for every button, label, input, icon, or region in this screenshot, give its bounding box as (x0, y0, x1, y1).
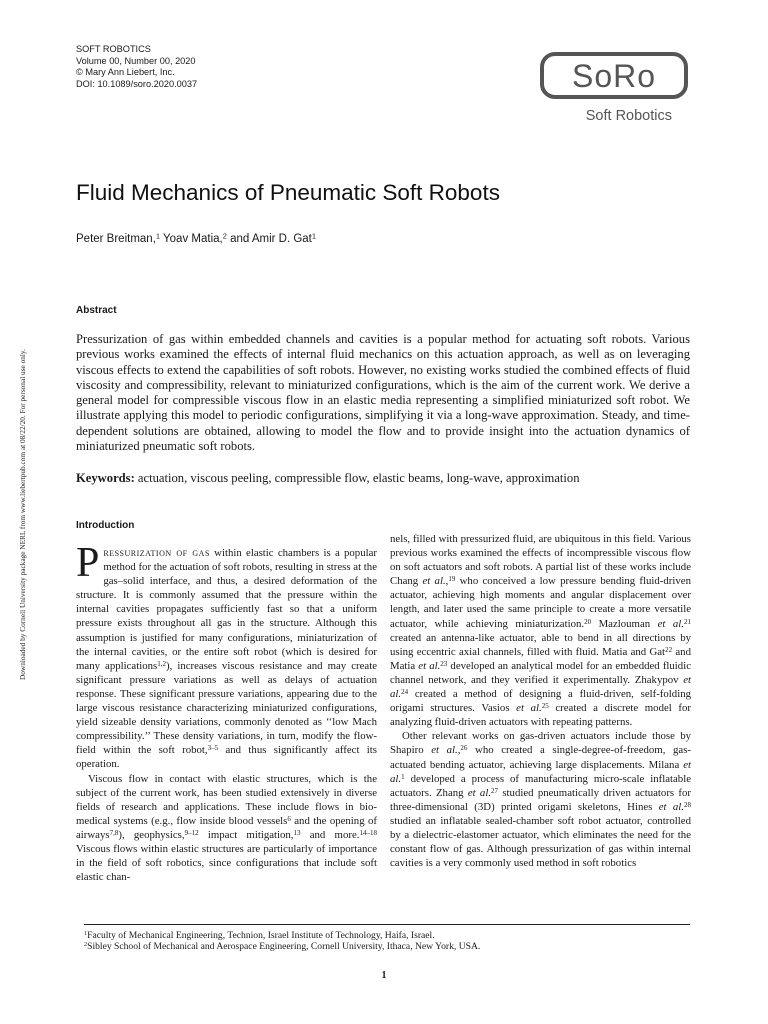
author-name: Peter Breitman, (76, 233, 156, 245)
citation: 1 (401, 772, 405, 781)
et-al: et al. (658, 800, 684, 813)
citation: 7,8 (109, 828, 119, 837)
citation: 6 (287, 814, 291, 823)
footnote-divider (84, 924, 690, 925)
paragraph (390, 729, 691, 870)
text-run: developed a process of manufacturing micro-scale inflatable actuators. Zhang (390, 772, 691, 799)
citation: 20 (584, 617, 592, 626)
text-run: impact mitigation, (198, 828, 294, 841)
text-run: studied an inflatable sealed-chamber soft robot actuator, controlled by a dielectric-elastomer actuator, which eliminates the need for the constant flow of gas. Although pressurization of gas within internal cavities is a very commonly used method in soft robotics (390, 814, 691, 870)
affiliation-mark: 1 (311, 231, 317, 241)
journal-info (76, 44, 197, 90)
lead-in: ressurization of gas (103, 547, 210, 559)
footnote-mark: 2 (84, 941, 88, 949)
journal-doi: DOI: 10.1089/soro.2020.0037 (76, 78, 198, 89)
left-column (76, 540, 377, 884)
citation: 25 (541, 701, 549, 710)
citation: 13 (293, 828, 301, 837)
text-run: and more. (300, 828, 360, 841)
citation: 28 (683, 800, 691, 809)
download-notice (6, 300, 27, 700)
footnote (84, 941, 480, 952)
paragraph (76, 540, 377, 772)
affiliation-mark: 2 (222, 231, 227, 241)
citation: 3–5 (207, 744, 219, 753)
text-run: Other relevant works on gas-driven actuators include those by Shapiro (390, 730, 691, 757)
citation: 23 (440, 659, 448, 668)
download-notice-text: Downloaded by Cornell University package NERL from www.liebertpub.com at 08/22/20. For personal use only. (18, 349, 27, 680)
text-run: who conceived a low pressure bending fluid-driven actuator, achieving high moments and angular displacement over length, and later used the same principle to create a more versatile actuator, while achieving miniaturization. (390, 575, 691, 630)
keywords-label: Keywords: (76, 471, 135, 485)
text-run: , (445, 575, 449, 588)
text-run: Mazlouman (591, 617, 658, 630)
author-list (76, 233, 316, 245)
et-al: et al. (516, 702, 542, 715)
text-run: nels, filled with pressurized fluid, are ubiquitous in this field. Various previous works examined the effects of incompressible viscous flow on soft actuators and soft robots. A partial list of these works include Chang (390, 533, 691, 588)
text-run: created a method of designing a fluid-driven, self-folding origami structures. Vasios (390, 688, 691, 715)
text-run: , (457, 744, 461, 757)
citation: 26 (460, 744, 468, 753)
et-al: et al. (418, 659, 441, 672)
text-run: and Matia (390, 645, 691, 672)
footnote-text: Faculty of Mechanical Engineering, Technion, Israel Institute of Technology, Haifa, Israel. (87, 930, 435, 941)
footnote-mark: 1 (84, 930, 88, 938)
introduction-heading: Introduction (76, 520, 135, 531)
text-run: and the opening of airways (76, 814, 377, 841)
footnote-text: Sibley School of Mechanical and Aerospace Engineering, Cornell University, Ithaca, New York, USA. (87, 941, 481, 953)
keywords (76, 471, 690, 486)
journal-name: SOFT ROBOTICS (76, 44, 151, 54)
soro-logo (540, 52, 688, 99)
paper-title: Fluid Mechanics of Pneumatic Soft Robots (76, 180, 500, 205)
et-al: et al. (390, 758, 691, 785)
text-run: studied pneumatically driven actuators for three-dimensional (3D) printed origami skeletons, Hines (390, 786, 691, 813)
text-run: and thus significantly affect its operation. (76, 744, 377, 771)
et-al: et al. (422, 575, 446, 588)
author-name: and Amir D. Gat (226, 233, 312, 245)
text-run: developed an analytical model for an embedded fluidic channel network, and they verified it experimentally. Zhakypov (390, 659, 691, 686)
drop-cap: P (76, 540, 100, 586)
citation: 1,2 (157, 659, 166, 668)
journal-copyright: © Mary Ann Liebert, Inc. (76, 67, 175, 77)
text-run: ), geophysics, (118, 828, 185, 841)
text-run: within elastic chambers is a popular method for the actuation of soft robots, resulting in stress at the gas–solid interface, and thus, a desired deformation of the structure. It is commonly assumed that the pressure within the internal cavities propagates sufficiently fast so that a uniform pressure exists throughout all gas in the structure. Although this assumption is justified for many configurations, miniaturization of the internal cavities, or the entire soft robot (which is desired for many applications (76, 547, 377, 672)
paragraph (390, 532, 691, 729)
citation: 22 (665, 645, 673, 654)
footnotes (84, 930, 480, 953)
journal-volume: Volume 00, Number 00, 2020 (76, 55, 196, 66)
citation: 24 (401, 687, 409, 696)
citation: 19 (448, 575, 456, 584)
text-run: who created a single-degree-of-freedom, gas-actuated bending actuator, achieving large displacements. Milana (390, 744, 691, 771)
page-number: 1 (381, 970, 387, 981)
text-run: created a discrete model for analyzing fluid-driven actuators with repeating patterns. (390, 702, 691, 729)
keywords-text: actuation, viscous peeling, compressible flow, elastic beams, long-wave, approximation (134, 471, 580, 485)
et-al: et al. (657, 617, 684, 630)
text-run: Viscous flow in contact with elastic structures, which is the subject of the current work, has been studied extensively in diverse fields of research and applications. These include flows in bio-medical systems (e.g., flow inside blood vessels (76, 772, 377, 827)
et-al: et al. (467, 786, 492, 799)
logo-subtitle: Soft Robotics (585, 108, 672, 124)
abstract-text: Pressurization of gas within embedded channels and cavities is a popular method for actuating soft robots. Various previous works examined the effects of internal fluid mechanics on this actuation approach, as well as on leveraging viscous effects to extend the capabilities of soft robots. However, no existing works studied the combined effects of fluid viscosity and compressibility, relevant to miniaturized configurations, which is the aim of the current work. We derive a general model for compressible viscous flow in an elastic media representing a simplified miniaturized soft robot. We illustrate applying this model to periodic configurations, simplifying it via a long-wave approximation. Steady, and time-dependent solutions are obtained, allowing to model the flow and to provide insight into the actuation dynamics of miniaturized pneumatic soft robots. (76, 332, 690, 454)
et-al: et al. (431, 744, 458, 757)
citation: 27 (491, 786, 499, 795)
citation: 9–12 (184, 828, 199, 837)
citation: 21 (683, 617, 691, 626)
text-run: created an antenna-like actuator, able to bend in all directions by using eccentric axial channels, filled with fluid. Matia and Gat (390, 631, 691, 658)
et-al: et al. (390, 673, 691, 701)
footnote (84, 930, 480, 941)
author-name: Yoav Matia, (160, 233, 223, 245)
citation: 14–18 (359, 828, 377, 837)
abstract-heading: Abstract (76, 305, 117, 316)
right-column (390, 532, 691, 870)
text-run: ), increases viscous resistance and may create significant pressure variations as well as delays of actuation response. These significant pressure variations, appearing due to the large viscous resistance characterizing miniaturized configurations, yield sizeable density variations, commonly denoted as ‘‘low Mach compressibility.’’ These density variations, in turn, modify the flow-field within the soft robot, (76, 659, 377, 757)
affiliation-mark: 1 (155, 231, 161, 241)
logo-mark: SoRo (571, 57, 657, 94)
text-run: Viscous flows within elastic structures are particularly of importance in the field of soft robotics, since configurations that include soft elastic chan- (76, 842, 377, 884)
paragraph (76, 772, 377, 885)
